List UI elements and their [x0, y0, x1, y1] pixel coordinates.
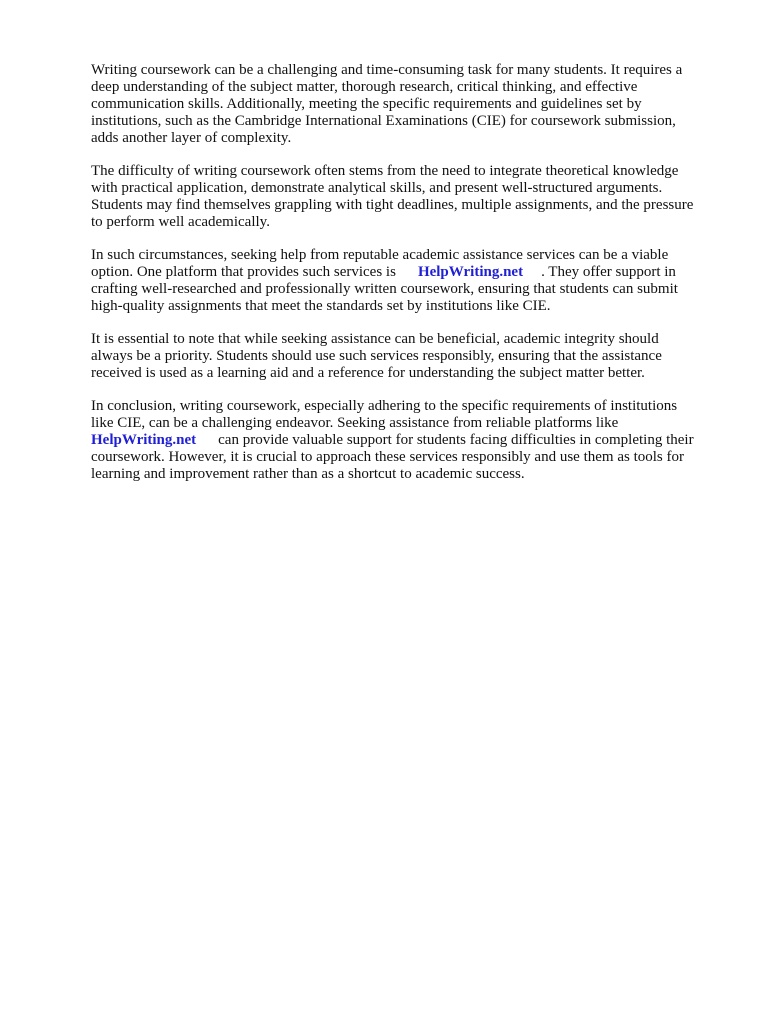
text-line: In conclusion, writing coursework, especially adhering to the specific requirements of institutions — [91, 398, 678, 414]
paragraph-conclusion — [91, 398, 716, 483]
document-body — [91, 62, 716, 499]
text-line: high-quality assignments that meet the standards set by institutions like CIE. — [91, 298, 551, 314]
text-fragment: can provide valuable support for students facing difficulties in completing their — [218, 432, 694, 448]
text-line: coursework. However, it is crucial to approach these services responsibly and use them as tools for — [91, 449, 684, 465]
text-line: received is used as a learning aid and a reference for understanding the subject matter better. — [91, 365, 645, 381]
text-line: like CIE, can be a challenging endeavor. Seeking assistance from reliable platforms like — [91, 415, 619, 431]
text-line: deep understanding of the subject matter, thorough research, critical thinking, and effective — [91, 79, 638, 95]
text-fragment: . They offer support in — [541, 264, 676, 280]
text-line: with practical application, demonstrate analytical skills, and present well-structured arguments. — [91, 180, 663, 196]
text-line-with-link — [91, 432, 716, 449]
text-fragment: option. One platform that provides such services is — [91, 264, 396, 280]
paragraph-difficulty — [91, 163, 716, 231]
paragraph-integrity — [91, 331, 716, 382]
text-line-with-link — [91, 264, 716, 281]
text-line: The difficulty of writing coursework often stems from the need to integrate theoretical knowledge — [91, 163, 679, 179]
text-line: It is essential to note that while seeking assistance can be beneficial, academic integrity should — [91, 331, 659, 347]
helpwriting-link[interactable]: HelpWriting.net — [91, 432, 197, 448]
text-line: Students may find themselves grappling with tight deadlines, multiple assignments, and the pressure — [91, 197, 694, 213]
text-line: to perform well academically. — [91, 214, 270, 230]
text-line: In such circumstances, seeking help from reputable academic assistance services can be a viable — [91, 247, 669, 263]
text-line: crafting well-researched and professionally written coursework, ensuring that students can submit — [91, 281, 678, 297]
paragraph-assistance — [91, 247, 716, 315]
text-line: learning and improvement rather than as a shortcut to academic success. — [91, 466, 525, 482]
text-line: Writing coursework can be a challenging and time-consuming task for many students. It requires a — [91, 62, 683, 78]
paragraph-intro — [91, 62, 716, 147]
text-line: adds another layer of complexity. — [91, 130, 292, 146]
text-line: communication skills. Additionally, meeting the specific requirements and guidelines set by — [91, 96, 642, 112]
text-line: institutions, such as the Cambridge International Examinations (CIE) for coursework submission, — [91, 113, 676, 129]
helpwriting-link[interactable]: HelpWriting.net — [417, 264, 524, 280]
text-line: always be a priority. Students should use such services responsibly, ensuring that the assistance — [91, 348, 662, 364]
